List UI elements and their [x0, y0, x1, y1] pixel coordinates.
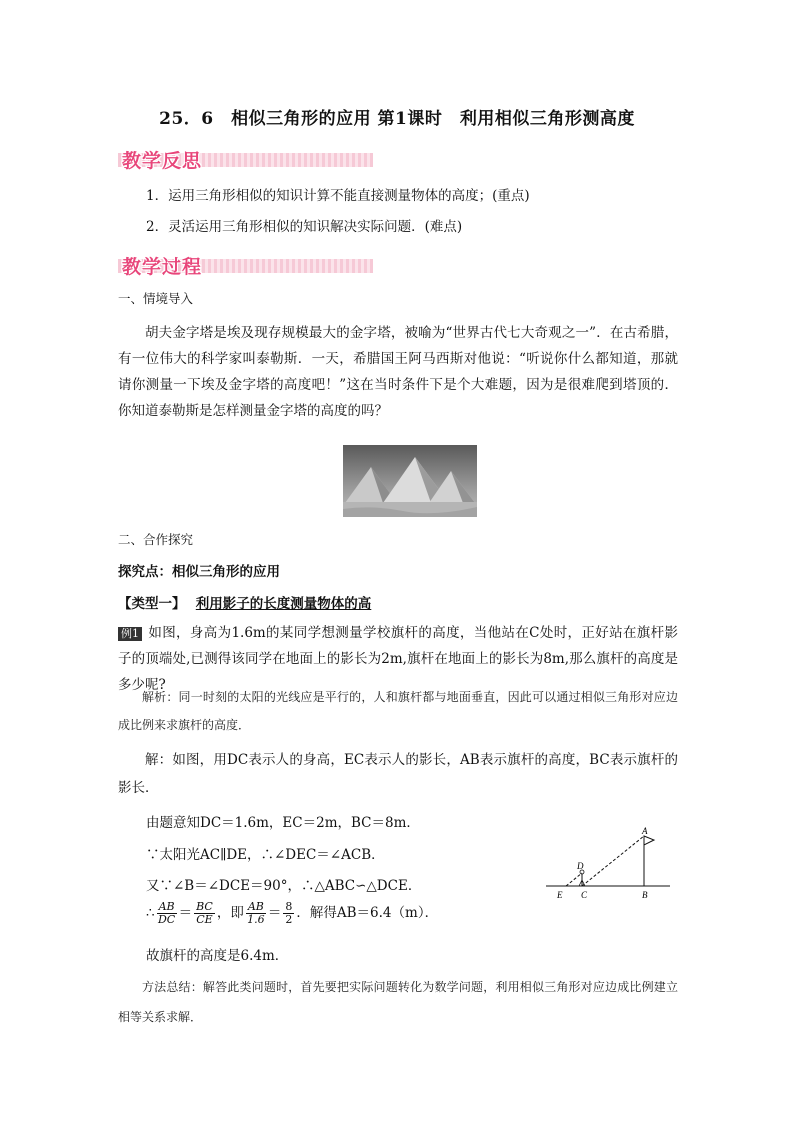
- page-title: 25．6 相似三角形的应用 第1课时 利用相似三角形测高度: [159, 109, 635, 129]
- label-a: A: [642, 826, 648, 836]
- type1-label: 【类型一】: [118, 596, 186, 612]
- frac-denominator: 1.6: [247, 913, 265, 926]
- reflection-item-1: 1．运用三角形相似的知识计算不能直接测量物体的高度；(重点): [146, 188, 530, 204]
- connector-text: ，即: [216, 905, 244, 921]
- label-e: E: [557, 890, 563, 900]
- type1-heading: [118, 594, 371, 614]
- pyramids-photo: [343, 445, 477, 517]
- process-heading: 教学过程: [122, 256, 203, 278]
- solution-line-2: ∵太阳光AC∥DE，∴∠DEC＝∠ACB．: [146, 847, 385, 863]
- frac-denominator: CE: [196, 913, 213, 926]
- explore-title: 探究点：相似三角形的应用: [118, 564, 280, 580]
- label-b: B: [642, 890, 648, 900]
- intro-paragraph: 胡夫金字塔是埃及现存规模最大的金字塔，被喻为“世界古代七大奇观之一”．在古希腊，有一位伟大的科学家叫泰勒斯．一天，希腊国王阿马西斯对他说：“听说你什么都知道，那就请你测量一下埃及金字塔的高度吧！”这在当时条件下是个大难题，因为是很难爬到塔顶的．你知道泰勒斯是怎样测量金字塔的高度的吗？: [118, 325, 678, 419]
- reflection-heading: 教学反思: [122, 150, 203, 172]
- equals: ＝: [178, 905, 193, 921]
- solution-line-1: 由题意知DC＝1.6m，EC＝2m，BC＝8m．: [146, 815, 420, 831]
- frac-numerator: AB: [158, 900, 175, 913]
- example-badge: 例1: [118, 627, 142, 641]
- solution-line-5: 故旗杆的高度是6.4m．: [146, 948, 289, 964]
- frac-numerator: AB: [247, 900, 264, 913]
- flag-icon: [644, 836, 654, 845]
- part1-title: 一、情境导入: [118, 291, 194, 306]
- type1-title: 利用影子的长度测量物体的高: [195, 596, 372, 612]
- frac-numerator: BC: [196, 900, 213, 913]
- solution-intro: 解：如图，用DC表示人的身高，EC表示人的影长，AB表示旗杆的高度，BC表示旗杆的影长．: [118, 752, 678, 796]
- equals: ＝: [267, 905, 282, 921]
- frac-denominator: 2: [285, 913, 293, 926]
- solution-line-3: 又∵∠B＝∠DCE＝90°，∴△ABC∽△DCE．: [146, 878, 422, 894]
- flagpole-figure: [540, 826, 676, 902]
- sun-ray-ac: [582, 836, 644, 886]
- example-text: 如图，身高为1.6m的某同学想测量学校旗杆的高度，当他站在C处时，正好站在旗杆影子的顶端处,已测得该同学在地面上的影长为2m,旗杆在地面上的影长为8m,那么旗杆的高度是多少呢?: [118, 625, 678, 693]
- part2-title: 二、合作探究: [118, 532, 194, 547]
- frac-numerator: 8: [285, 900, 293, 913]
- process-banner: [118, 252, 373, 278]
- therefore-symbol: ∴: [146, 905, 155, 921]
- fraction-8-2: [283, 901, 294, 926]
- solution-line-4: [146, 899, 438, 927]
- label-d: D: [577, 861, 584, 871]
- fraction-ab-dc: [157, 901, 177, 926]
- reflection-banner: [118, 146, 373, 172]
- analysis-text: 解析：同一时刻的太阳的光线应是平行的，人和旗杆都与地面垂直，因此可以通过相似三角形对应边成比例来求旗杆的高度．: [118, 690, 678, 732]
- fraction-bc-ce: [194, 901, 215, 926]
- frac-denominator: DC: [157, 913, 176, 926]
- label-c: C: [581, 890, 588, 900]
- fraction-ab-1-6: [246, 901, 266, 926]
- method-summary: 方法总结：解答此类问题时，首先要把实际问题转化为数学问题，利用相似三角形对应边成比例建立相等关系求解．: [118, 980, 678, 1024]
- reflection-item-2: 2．灵活运用三角形相似的知识解决实际问题．(难点): [146, 219, 463, 235]
- solution-result: ．解得AB＝6.4（m）．: [296, 905, 439, 921]
